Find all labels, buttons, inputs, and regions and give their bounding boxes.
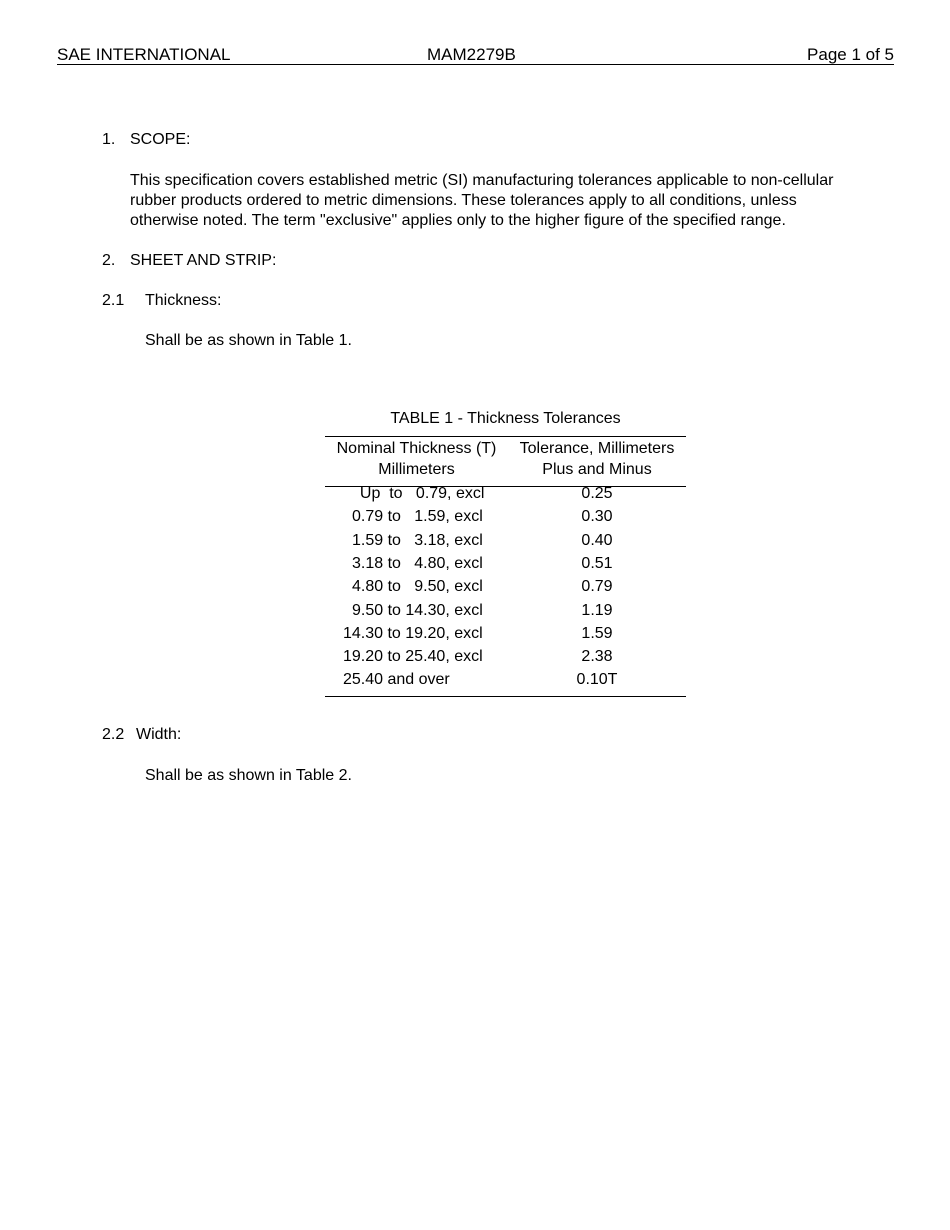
section-2-2-number: 2.2: [102, 726, 125, 743]
range-cell: 25.40 and over: [343, 671, 450, 689]
col-2-header-line: Plus and Minus: [542, 461, 652, 478]
table-col-1-header: [325, 438, 508, 480]
table-row: 0.79 to 1.59, excl 0.30: [352, 508, 613, 526]
section-2-2-title: Width:: [136, 726, 182, 743]
section-2-1-text: Shall be as shown in Table 1.: [145, 332, 352, 349]
table-row: 19.20 to 25.40, excl 2.38: [343, 648, 613, 666]
table-bottom-rule: [325, 696, 686, 697]
scope-paragraph: [130, 171, 890, 231]
scope-line: otherwise noted. The term "exclusive" applies only to the higher figure of the specified range.: [130, 212, 786, 229]
table-row: 1.59 to 3.18, excl 0.40: [352, 531, 613, 549]
range-cell: 3.18 to 4.80, excl: [352, 554, 483, 572]
range-cell: 0.79 to 1.59, excl: [352, 508, 483, 526]
header-rule: [57, 64, 894, 65]
header-org: SAE INTERNATIONAL: [57, 45, 231, 64]
table-col-2-header: [508, 438, 686, 480]
section-2-1-number: 2.1: [102, 292, 125, 309]
section-2-1-title: Thickness:: [145, 292, 222, 309]
col-1-header-line: Millimeters: [378, 461, 455, 478]
table-row: 25.40 and over 0.10T: [343, 671, 618, 689]
col-1-header-line: Nominal Thickness (T): [336, 440, 497, 457]
table-row: 3.18 to 4.80, excl 0.51: [352, 554, 613, 572]
range-cell: 19.20 to 25.40, excl: [343, 648, 483, 666]
section-2-title: SHEET AND STRIP:: [130, 252, 277, 269]
range-cell: 14.30 to 19.20, excl: [343, 624, 483, 642]
section-1-title: SCOPE:: [130, 131, 191, 148]
range-cell: 1.59 to 3.18, excl: [352, 531, 483, 549]
table-top-rule: [325, 436, 686, 437]
table-1-title: TABLE 1 - Thickness Tolerances: [390, 410, 621, 427]
range-cell: Up to 0.79, excl: [351, 485, 485, 502]
section-1-number: 1.: [102, 131, 116, 148]
section-2-2-text: Shall be as shown in Table 2.: [145, 767, 352, 784]
table-row: 14.30 to 19.20, excl 1.59: [343, 624, 613, 642]
header-doc-id: MAM2279B: [427, 45, 516, 64]
section-2-number: 2.: [102, 252, 116, 269]
table-row: 9.50 to 14.30, excl 1.19: [352, 601, 613, 619]
range-cell: 9.50 to 14.30, excl: [352, 601, 483, 619]
range-cell: 4.80 to 9.50, excl: [352, 578, 483, 596]
scope-line: rubber products ordered to metric dimensions. These tolerances apply to all conditions, unless: [130, 192, 797, 209]
table-row: 4.80 to 9.50, excl 0.79: [352, 578, 613, 596]
col-2-header-line: Tolerance, Millimeters: [519, 440, 675, 457]
table-row: Up to 0.79, excl 0.25: [351, 485, 613, 502]
header-page-number: Page 1 of 5: [807, 45, 894, 64]
scope-line: This specification covers established metric (SI) manufacturing tolerances applicable to non-cellular: [130, 172, 834, 189]
